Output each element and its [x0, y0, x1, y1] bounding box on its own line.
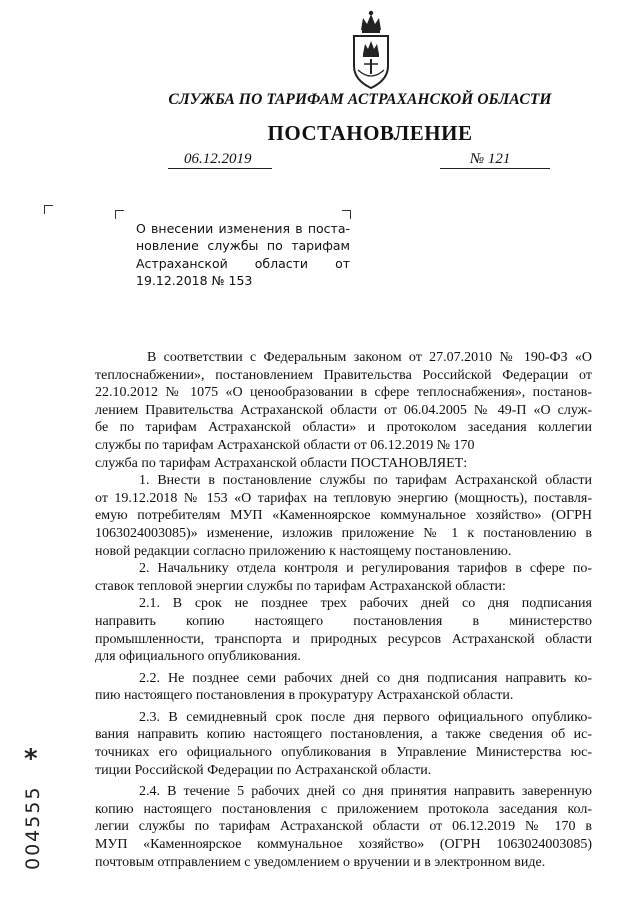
- organization-title: СЛУЖБА ПО ТАРИФАМ АСТРАХАНСКОЙ ОБЛАСТИ: [168, 91, 552, 108]
- subject-line: Астраханской области от: [136, 255, 350, 271]
- margin-corner-mark: [44, 205, 53, 214]
- body-line: точниках его официального опубликования в Управление Министерства юс-: [95, 745, 592, 761]
- subject-corner-mark-right: [342, 210, 351, 219]
- registration-number-text: 004555: [22, 785, 44, 870]
- body-line: новой редакции согласно приложению к настоящему постановлению.: [95, 543, 512, 559]
- body-line: 1. Внести в постановление службы по тарифам Астраханской области: [139, 473, 592, 489]
- body-line: бе по тарифам Астраханской области» и протоколом заседания коллегии: [95, 420, 592, 436]
- subject-corner-mark-left: [115, 210, 124, 219]
- body-line: МУП «Каменноярское коммунальное хозяйство» (ОГРН 1063024003085): [95, 837, 592, 853]
- body-line: службы по тарифам Астраханской области от 06.12.2019 № 170: [95, 437, 475, 453]
- body-line: направить копию настоящего постановления в министерство: [95, 613, 592, 629]
- subject-line: 19.12.2018 № 153: [136, 272, 253, 288]
- document-date: 06.12.2019: [168, 150, 272, 169]
- document-body: [95, 349, 592, 871]
- subject-line: О внесении изменения в поста-: [136, 221, 350, 236]
- body-line: для официального опубликования.: [95, 649, 301, 665]
- body-line: тиции Российской Федерации по Астраханской области.: [95, 762, 432, 778]
- document-type-heading: ПОСТАНОВЛЕНИЕ: [267, 121, 473, 145]
- document-subject: [136, 220, 350, 289]
- body-line: службa по тарифам Астраханской области ПОСТАНОВЛЯЕТ:: [95, 455, 468, 471]
- subject-line: новление службы по тарифам: [136, 238, 350, 254]
- registration-number: [22, 770, 44, 870]
- body-line: 1063024003085)» изменение, изложив приложение № 1 к постановлению в: [95, 525, 592, 541]
- body-line: промышленности, транспорта и природных ресурсов Астраханской области: [95, 631, 592, 647]
- coat-of-arms-icon: [349, 8, 393, 90]
- registration-mark: *: [24, 744, 38, 774]
- body-line: почтовым отправлением с уведомлением о вручении и в электронном виде.: [95, 854, 546, 870]
- body-line: лением Правительства Астраханской области от 06.04.2005 № 49-П «О служ-: [95, 402, 592, 418]
- body-line: легии службы по тарифам Астраханской области от 06.12.2019 № 170 в: [95, 819, 592, 835]
- body-line: 2.4. В течение 5 рабочих дней со дня принятия направить заверенную: [139, 784, 592, 800]
- document-number: № 121: [440, 150, 550, 169]
- body-line: вания направить копию настоящего постановления, а также сведения об ис-: [95, 727, 592, 743]
- body-line: пию настоящего постановления в прокуратуру Астраханской области.: [95, 688, 514, 704]
- body-line: 2.1. В срок не позднее трех рабочих дней со дня подписания: [139, 596, 592, 612]
- body-line: копию настоящего постановления с приложением протокола заседания кол-: [95, 801, 592, 817]
- body-line: 2.2. Не позднее семи рабочих дней со дня подписания направить ко-: [139, 670, 592, 686]
- body-line: емую потребителям МУП «Каменноярское коммунальное хозяйство» (ОГРН: [95, 508, 592, 524]
- body-line: 2.3. В семидневный срок после дня первого официального опублико-: [139, 709, 592, 725]
- body-line: от 19.12.2018 № 153 «О тарифах на тепловую энергию (мощность), поставля-: [95, 490, 592, 506]
- body-line: 2. Начальнику отдела контроля и регулирования тарифов в сфере по-: [139, 561, 592, 577]
- body-line: 22.10.2012 № 1075 «О ценообразовании в сфере теплоснабжения», постанов-: [95, 385, 592, 401]
- body-line: ставок тепловой энергии службы по тарифам Астраханской области:: [95, 578, 506, 594]
- body-line: В соответствии с Федеральным законом от 27.07.2010 № 190-ФЗ «О: [147, 350, 592, 365]
- body-line: теплоснабжении», постановлением Правительства Российской Федерации от: [95, 367, 592, 383]
